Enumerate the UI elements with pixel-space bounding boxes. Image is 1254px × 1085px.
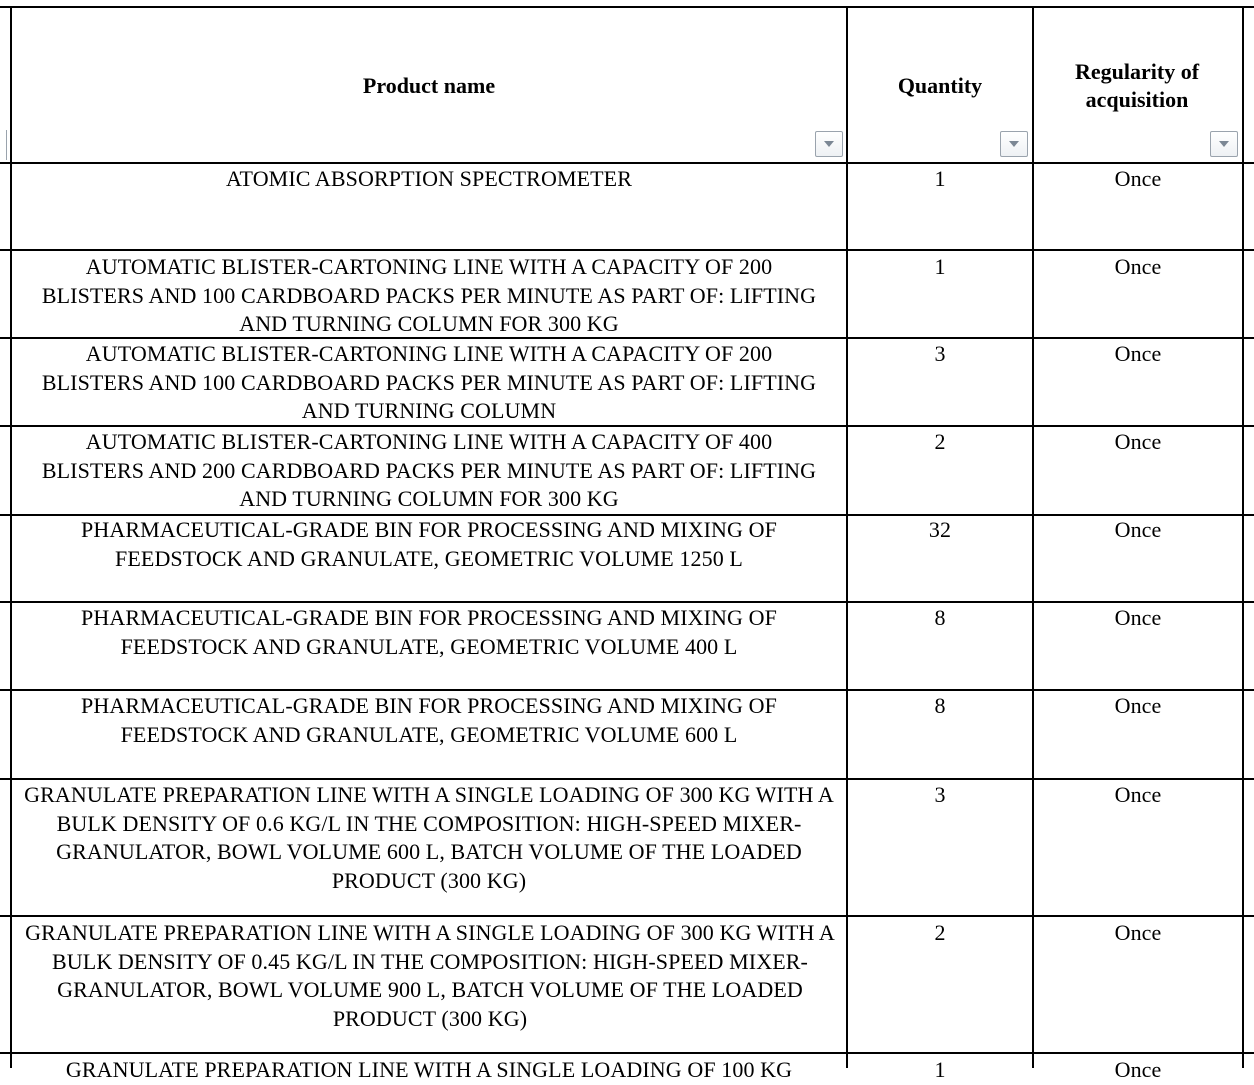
cell-quantity[interactable]: 1 xyxy=(934,254,946,279)
cell-product-name[interactable]: AUTOMATIC BLISTER-CARTONING LINE WITH A CAPACITY OF 400 BLISTERS AND 200 CARDBOARD PACKS PER MINUTE AS PART OF: LIFTING AND TURNING COLUMN FOR 300 KG xyxy=(41,429,817,511)
table-top-border xyxy=(0,6,1254,8)
cell-quantity[interactable]: 8 xyxy=(934,605,946,630)
cell-quantity[interactable]: 3 xyxy=(934,341,946,366)
product-name-filter-button[interactable] xyxy=(815,131,843,157)
header-bottom-border xyxy=(0,162,1254,164)
cell-product-name[interactable]: PHARMACEUTICAL-GRADE BIN FOR PROCESSING AND MIXING OF FEEDSTOCK AND GRANULATE, GEOMETRIC VOLUME 400 L xyxy=(81,605,777,659)
regularity-filter-button[interactable] xyxy=(1210,131,1238,157)
row-divider xyxy=(0,778,1254,780)
cell-quantity[interactable]: 3 xyxy=(934,782,946,807)
column-divider xyxy=(10,6,12,1068)
cell-product-name[interactable]: GRANULATE PREPARATION LINE WITH A SINGLE LOADING OF 100 KG xyxy=(65,1057,793,1082)
cell-regularity[interactable]: Once xyxy=(1114,254,1162,279)
cell-regularity[interactable]: Once xyxy=(1114,341,1162,366)
cell-quantity[interactable]: 1 xyxy=(934,1057,946,1082)
cell-product-name[interactable]: AUTOMATIC BLISTER-CARTONING LINE WITH A CAPACITY OF 200 BLISTERS AND 100 CARDBOARD PACKS PER MINUTE AS PART OF: LIFTING AND TURNING COLUMN FOR 300 KG xyxy=(41,254,817,336)
quantity-filter-button[interactable] xyxy=(1000,131,1028,157)
cell-product-name[interactable]: PHARMACEUTICAL-GRADE BIN FOR PROCESSING AND MIXING OF FEEDSTOCK AND GRANULATE, GEOMETRIC VOLUME 1250 L xyxy=(81,517,777,571)
row-divider xyxy=(0,601,1254,603)
cell-product-name[interactable]: PHARMACEUTICAL-GRADE BIN FOR PROCESSING AND MIXING OF FEEDSTOCK AND GRANULATE, GEOMETRIC VOLUME 600 L xyxy=(81,693,777,747)
previous-filter-button-edge xyxy=(0,130,7,160)
cell-regularity[interactable]: Once xyxy=(1114,429,1162,454)
cell-quantity[interactable]: 1 xyxy=(934,166,946,191)
cell-quantity[interactable]: 8 xyxy=(934,693,946,718)
cell-regularity[interactable]: Once xyxy=(1114,693,1162,718)
cell-regularity[interactable]: Once xyxy=(1114,605,1162,630)
row-divider xyxy=(0,249,1254,251)
row-divider xyxy=(0,689,1254,691)
cell-regularity[interactable]: Once xyxy=(1114,517,1162,542)
cell-quantity[interactable]: 2 xyxy=(934,920,946,945)
cell-regularity[interactable]: Once xyxy=(1114,782,1162,807)
cell-quantity[interactable]: 2 xyxy=(934,429,946,454)
header-product-name: Product name xyxy=(362,73,496,98)
dropdown-filter-icon xyxy=(823,140,835,148)
cell-regularity[interactable]: Once xyxy=(1114,1057,1162,1082)
cell-quantity[interactable]: 32 xyxy=(928,517,952,542)
dropdown-filter-icon xyxy=(1218,140,1230,148)
header-regularity: Regularity of acquisition xyxy=(1074,59,1200,112)
cell-regularity[interactable]: Once xyxy=(1114,920,1162,945)
column-divider xyxy=(1242,6,1244,1068)
cell-regularity[interactable]: Once xyxy=(1114,166,1162,191)
cell-product-name[interactable]: ATOMIC ABSORPTION SPECTROMETER xyxy=(226,166,632,191)
cell-product-name[interactable]: GRANULATE PREPARATION LINE WITH A SINGLE LOADING OF 300 KG WITH A BULK DENSITY OF 0.6 KG/L IN THE COMPOSITION: HIGH-SPEED MIXER-GRANULATOR, BOWL VOLUME 600 L, BATCH VOLUME OF THE LOADED PRODUCT (300 KG) xyxy=(24,782,834,893)
header-quantity: Quantity xyxy=(897,73,983,98)
dropdown-filter-icon xyxy=(1008,140,1020,148)
cell-product-name[interactable]: GRANULATE PREPARATION LINE WITH A SINGLE LOADING OF 300 KG WITH A BULK DENSITY OF 0.45 KG/L IN THE COMPOSITION: HIGH-SPEED MIXER-GRANULATOR, BOWL VOLUME 900 L, BATCH VOLUME OF THE LOADED PRODUCT (300 KG) xyxy=(25,920,835,1031)
cell-product-name[interactable]: AUTOMATIC BLISTER-CARTONING LINE WITH A CAPACITY OF 200 BLISTERS AND 100 CARDBOARD PACKS PER MINUTE AS PART OF: LIFTING AND TURNING COLUMN xyxy=(41,341,817,423)
row-divider xyxy=(0,1052,1254,1054)
row-divider xyxy=(0,915,1254,917)
